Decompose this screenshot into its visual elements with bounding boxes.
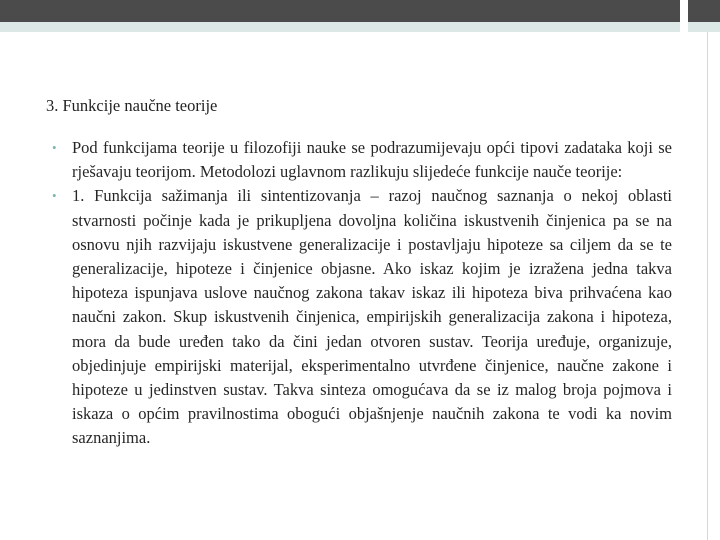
corner-block-dark — [688, 0, 720, 22]
header-bar-light — [0, 22, 680, 32]
slide-title: 3. Funkcije naučne teorije — [46, 96, 218, 115]
corner-block-light — [688, 22, 720, 32]
header-bar-dark — [0, 0, 680, 22]
bullet-item-2 — [52, 184, 672, 450]
bullet-list — [52, 136, 672, 451]
right-margin-line — [707, 32, 708, 540]
bullet-dot-icon: • — [52, 140, 57, 155]
bullet-item-1 — [52, 136, 672, 184]
bullet-text-2: 1. Funkcija sažimanja ili sintentizovanja – razoj naučnog saznanja o nekoj oblasti stvarnosti počinje kada je prikupljena dovoljna količina iskustvenih činjenica pa se na osnovu njih razvijaju iskustvene generalizacije i postavljaju hipoteze sa ciljem da se te generalizacije, hipoteze i činjenice objasne. Ako iskaz kojim je izražena jedna takva hipoteza ispunjava uslove naučnog zakona takav iskaz ili hipoteza biva prihvaćena kao naučni zakon. Skup iskustvenih činjenica, empirijskih generalizacija zakona i hipoteza, mora da bude uređen tako da čini jedan otvoren sustav. Teorija uređuje, organizuje, objedinjuje empirijski materijal, eksperimentalno utvrđene činjenice, naučne zakone i hipoteze u jedinstven sustav. Takva sinteza omogućava da se iz malog broja pojmova i iskaza o općim pravilnostima obogući objašnjenje naučnih zakona te vodi ka novim saznanjima. — [72, 186, 672, 448]
header-separator — [680, 0, 688, 32]
bullet-text-1: Pod funkcijama teorije u filozofiji nauke se podrazumijevaju opći tipovi zadataka koji se rješavaju teorijom. Metodolozi uglavnom razlikuju slijedeće funkcije nauče teorije: — [72, 138, 672, 182]
bullet-dot-icon: • — [52, 188, 57, 204]
